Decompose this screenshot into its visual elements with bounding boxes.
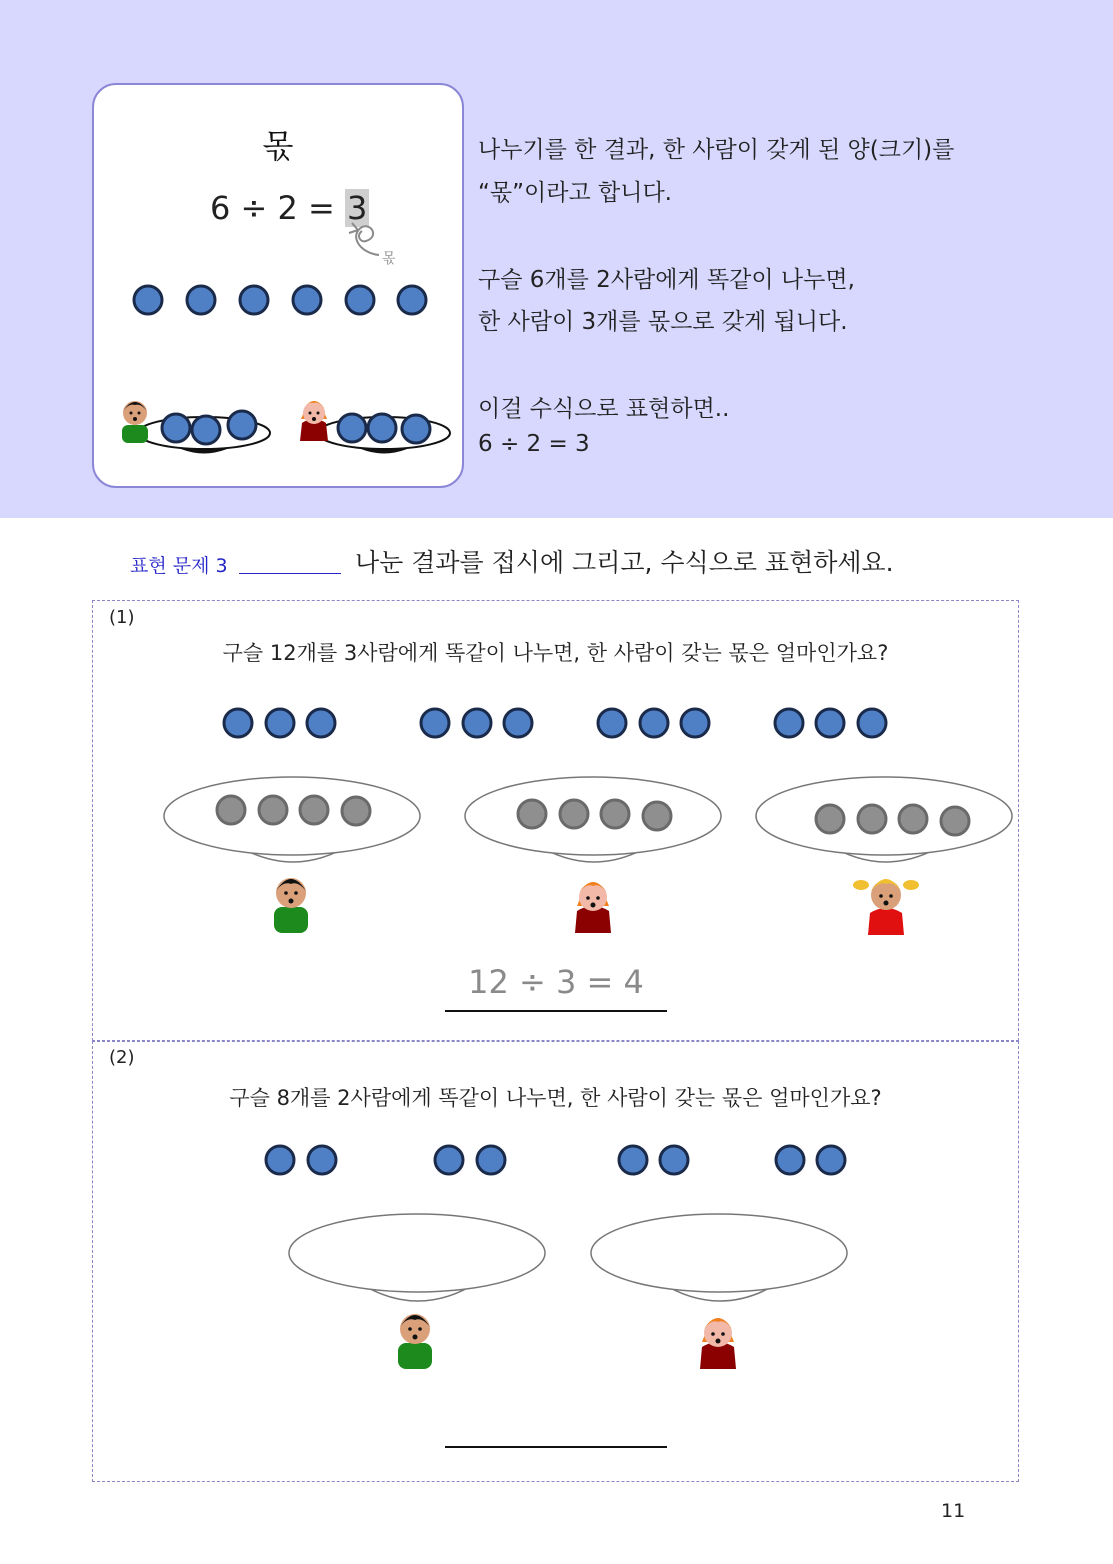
plate-right xyxy=(318,414,450,454)
equation-answer: 3 xyxy=(347,189,368,227)
concept-card xyxy=(92,83,464,488)
grey-marble xyxy=(899,805,927,833)
marble-group xyxy=(775,709,886,737)
concept-description-line: 6 ÷ 2 = 3 xyxy=(478,431,590,457)
problem-question: 구슬 8개를 2사람에게 똑같이 나누면, 한 사람이 갖는 몫은 얼마인가요? xyxy=(229,1086,882,1110)
grey-marble xyxy=(941,807,969,835)
plate xyxy=(756,777,1012,862)
problem-label: 표현 문제 3 xyxy=(130,555,228,577)
page-number: 11 xyxy=(941,1500,966,1522)
problem-instruction: 나눈 결과를 접시에 그리고, 수식으로 표현하세요. xyxy=(355,548,894,577)
grey-marble xyxy=(601,800,629,828)
curl-arrow-icon xyxy=(356,226,379,255)
child-girl-orange-icon xyxy=(300,401,328,441)
problem-label-underline xyxy=(239,573,341,574)
grey-marble xyxy=(217,796,245,824)
concept-description-line: 한 사람이 3개를 몫으로 갖게 됩니다. xyxy=(478,309,848,335)
child-boy-icon xyxy=(398,1314,432,1369)
answer-line[interactable] xyxy=(445,1446,667,1448)
answer-equation: 12 ÷ 3 = 4 xyxy=(468,963,644,1001)
grey-marble xyxy=(342,797,370,825)
plate xyxy=(164,777,420,862)
marble xyxy=(398,286,426,314)
plate-left xyxy=(138,411,270,454)
marble-group xyxy=(598,709,709,737)
plate xyxy=(465,777,721,862)
grey-marble xyxy=(259,796,287,824)
grey-marble xyxy=(300,796,328,824)
marble-group xyxy=(266,1146,336,1174)
marble xyxy=(346,286,374,314)
plate[interactable] xyxy=(591,1214,847,1301)
concept-description-line: 나누기를 한 결과, 한 사람이 갖게 된 양(크기)를 xyxy=(478,137,955,163)
concept-description-line: 이걸 수식으로 표현하면.. xyxy=(478,396,730,422)
equation-prefix: 6 ÷ 2 = xyxy=(210,189,346,227)
answer-line[interactable] xyxy=(445,1010,667,1012)
marble-group xyxy=(776,1146,845,1174)
marble-group xyxy=(421,709,532,737)
marble xyxy=(187,286,215,314)
marble-group xyxy=(619,1146,688,1174)
concept-title: 몫 xyxy=(262,127,294,165)
marble xyxy=(240,286,268,314)
problem-number: (2) xyxy=(109,1047,135,1068)
grey-marble xyxy=(858,805,886,833)
problem-question: 구슬 12개를 3사람에게 똑같이 나누면, 한 사람이 갖는 몫은 얼마인가요? xyxy=(222,641,889,665)
arrow-label: 몫 xyxy=(382,251,396,267)
grey-marble xyxy=(518,800,546,828)
problem-number: (1) xyxy=(109,607,135,628)
child-girl-orange-icon xyxy=(700,1318,736,1369)
marble xyxy=(293,286,321,314)
arrow-head-icon xyxy=(349,223,358,233)
child-girl-blonde-icon xyxy=(853,879,919,935)
marble-group xyxy=(435,1146,505,1174)
child-boy-icon xyxy=(274,878,308,933)
problem-2-illustration xyxy=(93,1042,1017,1480)
child-girl-orange-icon xyxy=(575,882,611,933)
concept-marbles xyxy=(134,286,426,314)
problem-box-2 xyxy=(92,1041,1019,1482)
plate[interactable] xyxy=(289,1214,545,1301)
concept-description-line: “몫”이라고 합니다. xyxy=(478,180,672,206)
problem-box-1 xyxy=(92,600,1019,1041)
concept-description-line: 구슬 6개를 2사람에게 똑같이 나누면, xyxy=(478,267,855,293)
child-boy-icon xyxy=(122,401,148,443)
marble xyxy=(134,286,162,314)
grey-marble xyxy=(560,800,588,828)
grey-marble xyxy=(816,805,844,833)
marble-group xyxy=(224,709,335,737)
grey-marble xyxy=(643,802,671,830)
concept-illustration xyxy=(94,85,466,490)
